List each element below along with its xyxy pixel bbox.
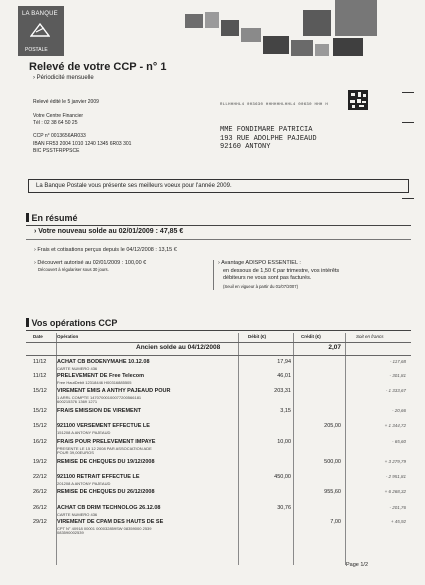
francs-amount: - 301,81	[389, 373, 406, 378]
operation-detail: CARTE NUMERO 436	[57, 365, 98, 371]
account-identifiers	[33, 133, 131, 156]
col-date: Date	[33, 334, 43, 339]
logo-text-line1: LA BANQUE	[22, 11, 58, 17]
operation-label: FRAIS POUR PRELEVEMENT IMPAYE	[57, 439, 156, 445]
logo-bird-icon	[30, 22, 50, 40]
credit-amount: 7,00	[330, 519, 341, 525]
operations-table-header	[26, 333, 411, 342]
logo-text-line2: POSTALE	[25, 47, 48, 53]
address-line3: 92160 ANTONY	[220, 143, 271, 151]
authorized-overdraft: › Découvert autorisé au 02/01/2009 : 100,00 €	[34, 260, 147, 266]
col-credit: Crédit (€)	[301, 334, 321, 339]
operation-date: 15/12	[33, 408, 47, 414]
edit-date: Relevé édité le 5 janvier 2009	[33, 99, 99, 105]
address-line1: MME FONDIMARE PATRICIA	[220, 126, 313, 134]
greetings-banner: La Banque Postale vous présente ses meilleurs voeux pour l'année 2009.	[28, 179, 409, 193]
margin-mark	[402, 198, 414, 199]
adispo-advantage	[213, 260, 403, 290]
divider	[26, 330, 411, 331]
operation-label: 921100 RETRAIT EFFECTUE LE	[57, 474, 140, 480]
operations-section-title: Vos opérations CCP	[26, 318, 117, 328]
recipient-address	[220, 126, 317, 152]
operation-label: 921100 VERSEMENT EFFECTUE LE	[57, 423, 150, 429]
bic: BIC PSSTFRPPSCE	[33, 148, 80, 154]
operation-date: 15/12	[33, 423, 47, 429]
credit-amount: 500,00	[324, 459, 341, 465]
divider	[26, 239, 411, 240]
debit-amount: 3,15	[280, 408, 291, 414]
francs-amount: - 20,66	[391, 408, 406, 413]
old-balance-row	[26, 343, 411, 355]
iban: IBAN FR53 2004 1010 1240 1345 6R03 301	[33, 140, 132, 147]
operation-label: PRELEVEMENT DE Free Telecom	[57, 373, 145, 379]
francs-amount: - 2 951,81	[385, 474, 406, 479]
operation-date: 26/12	[33, 505, 47, 511]
operation-detail: PRESENTE LE 15 12 2008 PAR ASSOCIATION ADE	[57, 445, 152, 451]
francs-amount: - 65,60	[391, 439, 406, 444]
credit-amount: 205,00	[324, 423, 341, 429]
table-row	[26, 439, 411, 457]
operation-label: ACHAT CB BODENYMAHE 10.12.08	[57, 359, 150, 365]
credit-amount: 955,60	[324, 489, 341, 495]
col-francs: Soit en francs	[356, 334, 384, 339]
operation-date: 26/12	[33, 489, 47, 495]
page-number: Page 1/2	[346, 562, 369, 568]
operation-detail: CARTE NUMERO 436	[57, 511, 98, 517]
overdraft-note: Découvert à régulariser sous 30 jours.	[38, 267, 109, 272]
francs-amount: - 201,76	[389, 505, 406, 510]
operation-date: 15/12	[33, 388, 47, 394]
operation-date: 11/12	[33, 373, 47, 379]
divider	[26, 225, 411, 226]
francs-amount: + 1 344,72	[384, 423, 406, 428]
col-operation: Opération	[57, 334, 79, 339]
operation-detail: 600215376 1369 1271	[57, 399, 98, 404]
adispo-note: (Seuil en vigueur à partir du 01/07/2007)	[223, 283, 298, 289]
francs-amount: + 3 279,79	[384, 459, 406, 464]
operation-label: VIREMENT DE CPAM DES HAUTS DE SE	[57, 519, 164, 525]
operation-detail: 151208 A ANTONY PAJEAUD	[57, 429, 111, 435]
francs-amount: + 6 268,32	[384, 489, 406, 494]
operation-detail: Free HautDebit 12318446 H00316885505	[57, 379, 132, 385]
operation-date: 22/12	[33, 474, 47, 480]
header-photo-mosaic	[185, 0, 380, 62]
debit-amount: 46,01	[277, 373, 291, 379]
francs-amount: - 117,68	[389, 359, 406, 364]
barcode-text: RLLHHHHL4 003630 HHHHHHLHHL4 00630 HHH H	[220, 103, 329, 107]
operation-date: 19/12	[33, 459, 47, 465]
address-line2: 193 RUE ADOLPHE PAJEAUD	[220, 134, 317, 143]
margin-mark	[402, 122, 414, 123]
adispo-text-1: en dessous de 1,50 € par trimestre, vos intérêts	[223, 267, 340, 274]
debit-amount: 17,94	[277, 359, 291, 365]
operation-detail: CPT N° 40918 00001 000032859SW 08359000 2539	[57, 525, 152, 531]
summary-section-title: En résumé	[26, 213, 78, 223]
debit-amount: 10,00	[277, 439, 291, 445]
operation-label: FRAIS EMISSION DE VIREMENT	[57, 408, 142, 414]
operation-label: VIREMENT EMIS A ANTHY PAJEAUD POUR	[57, 388, 171, 394]
old-balance-label: Ancien solde au 04/12/2008	[136, 344, 221, 351]
financial-center-label: Votre Centre Financier	[33, 113, 84, 119]
financial-center-phone: Tél : 02 38 64 50 25	[33, 120, 78, 126]
debit-amount: 203,31	[274, 388, 291, 394]
francs-amount: + 45,92	[390, 519, 406, 524]
operation-date: 11/12	[33, 359, 47, 365]
operation-label: REMISE DE CHEQUES DU 26/12/2008	[57, 489, 155, 495]
fees-collected: › Frais et cotisations perçus depuis le 04/12/2008 : 13,15 €	[34, 247, 177, 253]
bank-logo	[18, 6, 64, 56]
operation-detail: 083590002539	[57, 530, 84, 535]
operation-detail: 201208 A ANTONY PAJEAUD	[57, 480, 111, 486]
col-debit: Débit (€)	[248, 334, 266, 339]
operation-detail: 1 ARRL COMPTE 14707000100077200566181	[57, 394, 142, 400]
new-balance: › Votre nouveau solde au 02/01/2009 : 47,85 €	[34, 228, 184, 235]
francs-amount: - 1 333,67	[385, 388, 406, 393]
debit-amount: 30,76	[277, 505, 291, 511]
old-balance-credit: 2,07	[328, 344, 341, 351]
periodicity: › Périodicité mensuelle	[33, 75, 94, 81]
adispo-text-2: débiteurs ne vous sont pas facturés.	[223, 275, 312, 281]
operation-label: ACHAT CB DRIM TECHNOLOG 26.12.08	[57, 505, 161, 511]
debit-amount: 450,00	[274, 474, 291, 480]
operation-label: REMISE DE CHEQUES DU 19/12/2008	[57, 459, 155, 465]
ccp-number: CCP n° 0013656AR033	[33, 133, 86, 139]
table-row	[26, 388, 411, 406]
operation-date: 29/12	[33, 519, 47, 525]
operation-date: 16/12	[33, 439, 47, 445]
statement-title: Relevé de votre CCP - n° 1	[29, 61, 167, 73]
divider	[26, 355, 411, 356]
margin-mark	[402, 92, 414, 93]
datamatrix-code	[348, 90, 368, 110]
table-row	[26, 519, 411, 537]
operation-detail: POUR 39,00EUROS	[57, 450, 94, 455]
adispo-title: › Avantage ADISPO ESSENTIEL :	[218, 260, 301, 266]
